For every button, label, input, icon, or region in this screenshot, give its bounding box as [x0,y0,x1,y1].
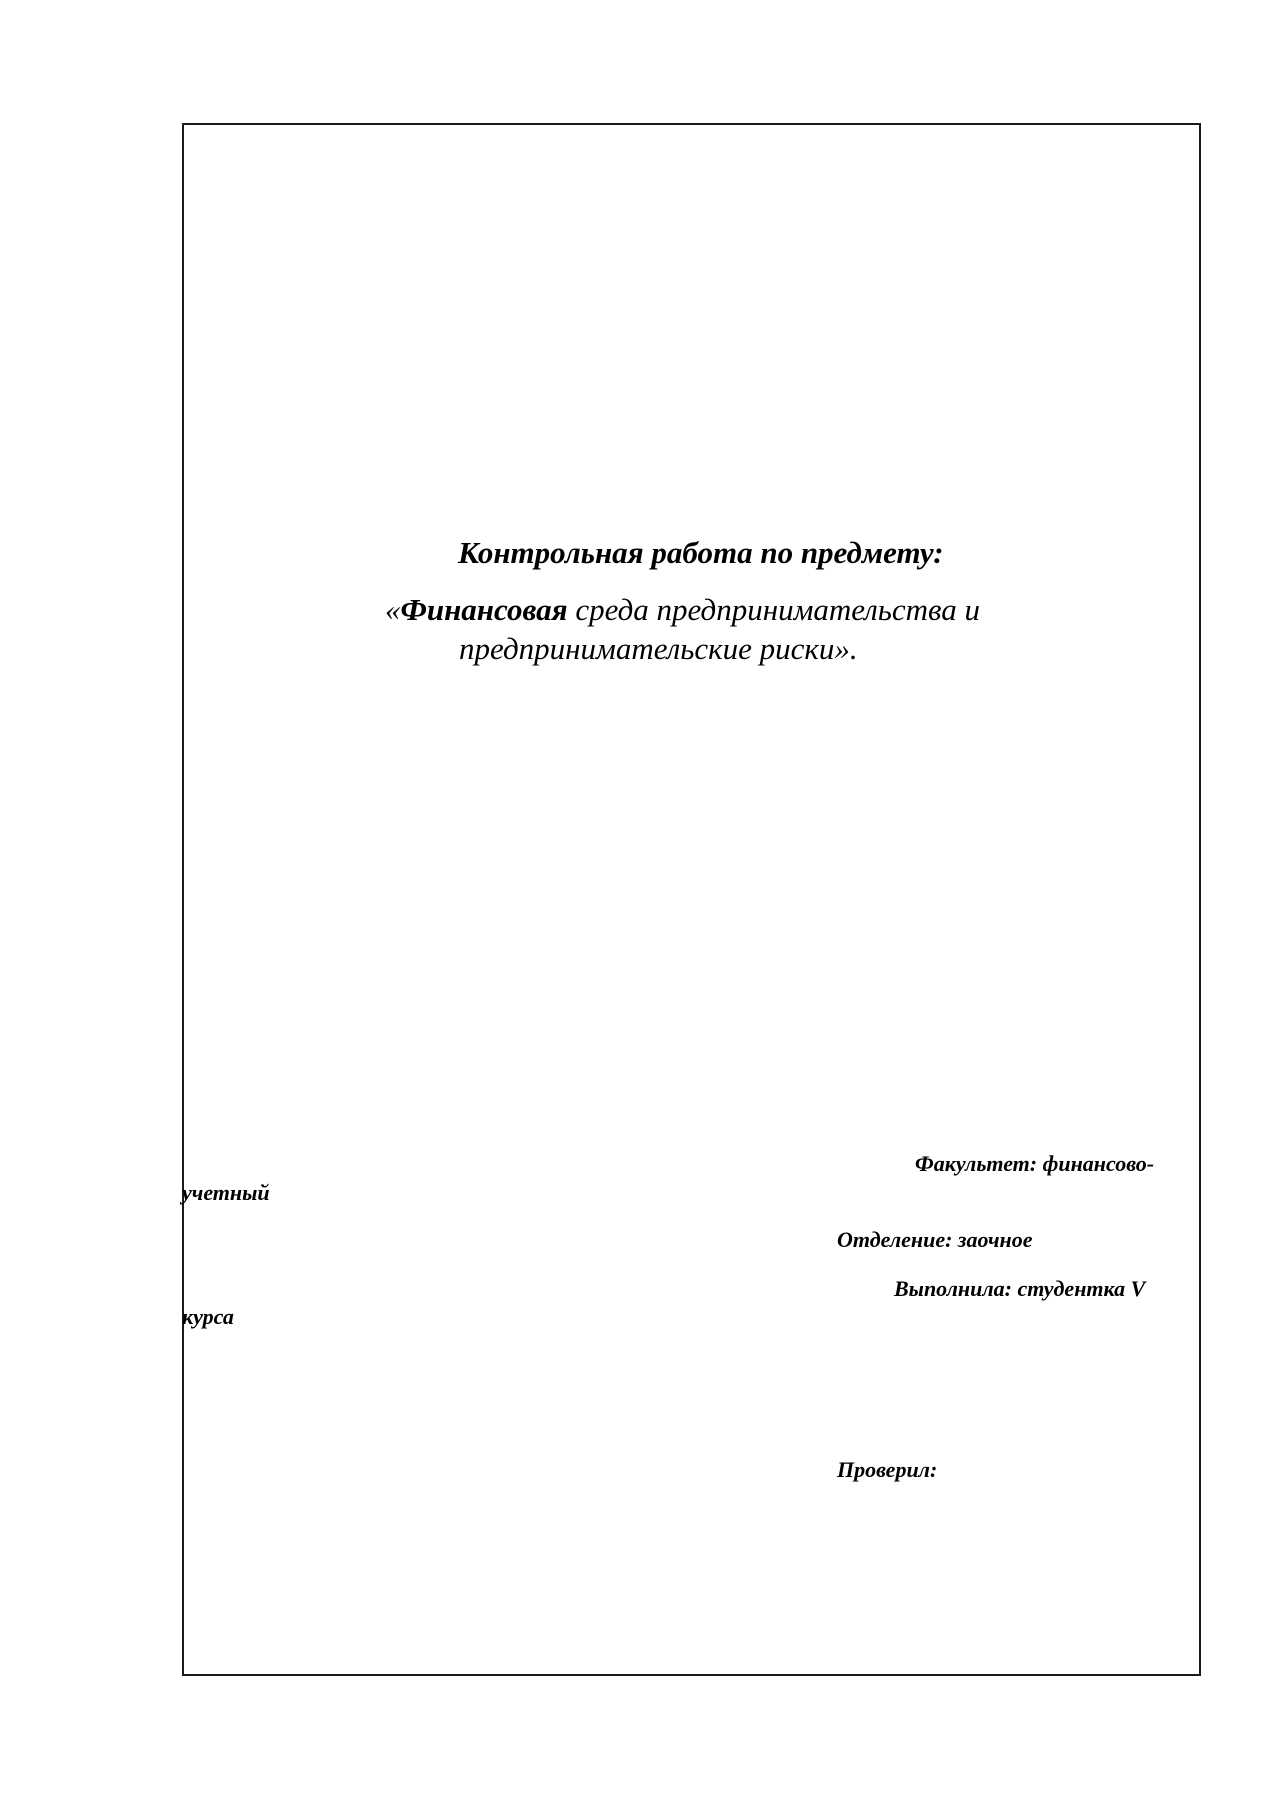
subject-line-2: предпринимательские риски». [459,631,858,666]
performed-by-label: Выполнила: студентка V [894,1276,1146,1301]
department-label: Отделение: заочное [837,1227,1033,1252]
work-title: Контрольная работа по предмету: [458,535,944,570]
subject-first-word: Финансовая [400,592,568,627]
subject-line-1 [385,594,980,625]
course-label: курса [182,1304,234,1329]
page-border [182,123,1201,1676]
subject-line-1-rest: среда предпринимательства и [567,592,981,627]
subject-open-quote: « [385,592,401,627]
checked-by-label: Проверил: [837,1457,938,1482]
faculty-value-continued: учетный [182,1180,270,1205]
faculty-label: Факультет: финансово- [915,1151,1155,1176]
